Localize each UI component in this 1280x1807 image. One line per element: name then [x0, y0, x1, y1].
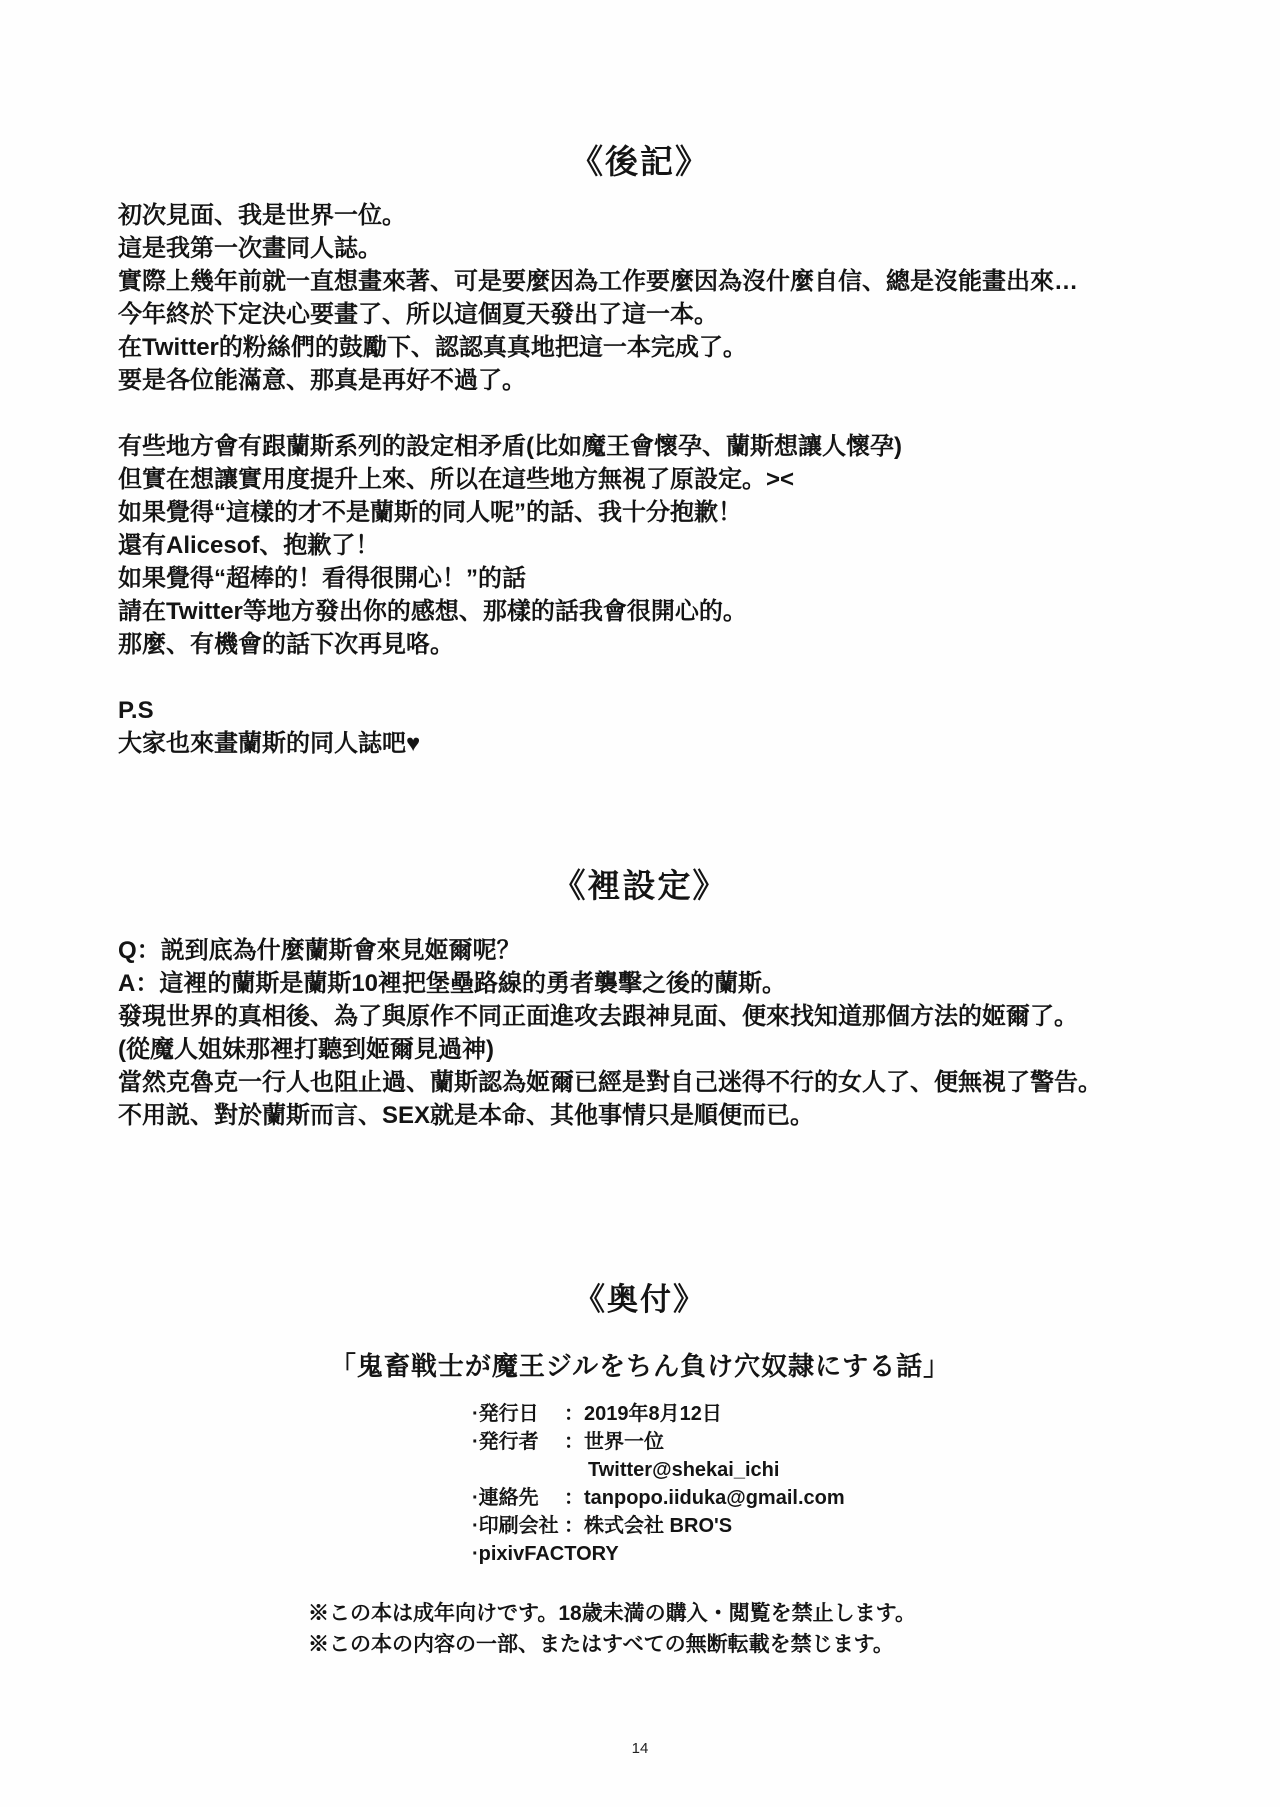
- text-line: (從魔人姐妹那裡打聽到姬爾見過神): [118, 1036, 494, 1063]
- text-line: 還有Alicesof、抱歉了！: [118, 532, 380, 559]
- text-line: 但實在想讓實用度提升上來、所以在這些地方無視了原設定。><: [118, 466, 795, 493]
- colophon-row-label: ·連絡先: [472, 1487, 539, 1509]
- colophon-row-label: ·印刷会社: [472, 1515, 559, 1537]
- colophon-row-label: ·発行日: [472, 1403, 539, 1425]
- colophon-row-label: ·pixivFACTORY: [472, 1543, 619, 1565]
- text-line: 在Twitter的粉絲們的鼓勵下、認認真真地把這一本完成了。: [118, 334, 747, 361]
- colophon-row-value: ：tanpopo.iiduka@gmail.com: [564, 1487, 845, 1509]
- colophon-row: [472, 1540, 845, 1568]
- notices-text: [308, 1598, 916, 1660]
- colophon-row-value: ：2019年8月12日: [564, 1403, 722, 1425]
- text-line: ※この本の内容の一部、またはすべての無断転載を禁じます。: [308, 1633, 894, 1656]
- colophon-row: [472, 1484, 845, 1512]
- colophon-rows: [472, 1400, 845, 1568]
- text-line: Q：説到底為什麼蘭斯會來見姬爾呢？: [118, 937, 521, 964]
- text-line: 如果覺得“這樣的才不是蘭斯的同人呢”的話、我十分抱歉！: [118, 499, 742, 526]
- text-line: 發現世界的真相後、為了與原作不同正面進攻去跟神見面、便來找知道那個方法的姬爾了。: [118, 1003, 1078, 1030]
- colophon-row-value: Twitter@shekai_ichi: [588, 1459, 780, 1481]
- text-line: 這是我第一次畫同人誌。: [118, 235, 382, 262]
- text-line: A：這裡的蘭斯是蘭斯10裡把堡壘路線的勇者襲擊之後的蘭斯。: [118, 970, 787, 997]
- page-number: 14: [631, 1740, 649, 1757]
- colophon-row: [472, 1428, 845, 1456]
- colophon-row-label: ·発行者: [472, 1431, 539, 1453]
- text-line: 初次見面、我是世界一位。: [118, 202, 406, 229]
- text-line: ※この本は成年向けです。18歳未満の購入・閲覧を禁止します。: [308, 1602, 916, 1625]
- colophon-row-value: ：株式会社 BRO'S: [564, 1515, 733, 1537]
- afterword-text: [118, 199, 1078, 760]
- text-line: 要是各位能滿意、那真是再好不過了。: [118, 367, 526, 394]
- text-line: 如果覺得“超棒的！看得很開心！”的話: [118, 565, 526, 592]
- text-line: 不用説、對於蘭斯而言、SEX就是本命、其他事情只是順便而已。: [118, 1102, 815, 1129]
- text-line: 當然克魯克一行人也阻止過、蘭斯認為姬爾已經是對自己迷得不行的女人了、便無視了警告。: [118, 1069, 1102, 1096]
- text-line: 大家也來畫蘭斯的同人誌吧♥: [118, 730, 421, 757]
- book-title: 「鬼畜戦士が魔王ジルをちん負け穴奴隷にする話」: [329, 1351, 951, 1381]
- text-line: 請在Twitter等地方發出你的感想、那樣的話我會很開心的。: [118, 598, 747, 625]
- text-line: P.S: [118, 697, 154, 724]
- inner-settings-text: [118, 934, 1102, 1132]
- text-line: [118, 661, 1078, 694]
- colophon-row: [472, 1512, 845, 1540]
- text-line: 今年終於下定決心要畫了、所以這個夏天發出了這一本。: [118, 301, 718, 328]
- colophon-row-value: ：世界一位: [564, 1431, 664, 1453]
- text-line: 有些地方會有跟蘭斯系列的設定相矛盾(比如魔王會懷孕、蘭斯想讓人懷孕): [118, 433, 902, 460]
- colophon-row: [472, 1400, 845, 1428]
- text-line: 實際上幾年前就一直想畫來著、可是要麼因為工作要麼因為沒什麼自信、總是沒能畫出來…: [118, 268, 1078, 295]
- colophon-row: [472, 1456, 845, 1484]
- inner-settings-heading: 《裡設定》: [552, 867, 728, 904]
- colophon-heading: 《奥付》: [574, 1282, 706, 1317]
- text-line: 那麼、有機會的話下次再見咯。: [118, 631, 454, 658]
- text-line: [118, 397, 1078, 430]
- afterword-heading: 《後記》: [570, 143, 710, 180]
